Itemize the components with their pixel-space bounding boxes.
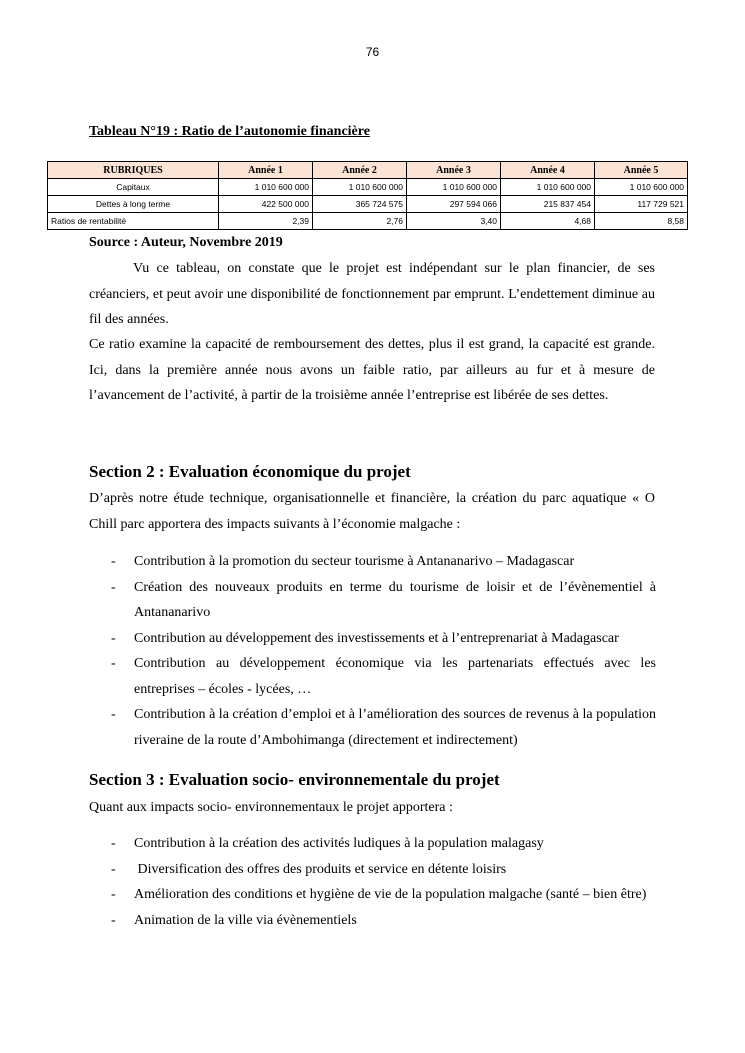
header-rubriques: RUBRIQUES [48,162,219,179]
list-item-text: Création des nouveaux produits en terme du tourisme de loisir et de l’évènementiel à Antananarivo [134,579,656,620]
table-cell: 1 010 600 000 [501,179,595,196]
bullet-dash: - [111,554,116,569]
table-row-dettes [48,196,688,213]
section-2-heading: Section 2 : Evaluation économique du projet [89,462,411,481]
table-header-row [48,162,688,179]
table-cell: 8,58 [595,213,688,230]
bullet-dash: - [111,707,116,722]
table-cell: 2,76 [313,213,407,230]
paragraph-analysis: Vu ce tableau, on constate que le projet est indépendant sur le plan financier, de ses créanciers, et peut avoir une disponibilité de fonctionnement par emprunt. L’endettement diminue au fil des années. [89,261,655,327]
section-3-intro: Quant aux impacts socio- environnementaux le projet apportera : [89,800,453,815]
financial-autonomy-table [47,161,688,230]
bullet-dash: - [111,836,116,851]
table-cell: 297 594 066 [407,196,501,213]
list-item [0,908,656,934]
list-item-text: Amélioration des conditions et hygiène de vie de la population malgache (santé – bien être) [134,887,647,902]
header-annee-1: Année 1 [219,162,313,179]
bullet-dash: - [111,656,116,671]
bullet-dash: - [111,579,116,595]
list-item-text: Diversification des offres des produits et service en détente loisirs [134,861,507,877]
table-cell: 4,68 [501,213,595,230]
table-cell: 215 837 454 [501,196,595,213]
table-cell: 117 729 521 [595,196,688,213]
header-annee-5: Année 5 [595,162,688,179]
table-source: Source : Auteur, Novembre 2019 [89,235,283,250]
list-item-text: Contribution à la création d’emploi et à l’amélioration des sources de revenus à la population riveraine de la route d’Ambohimanga (directement et indirectement) [134,707,656,748]
list-item [0,575,656,626]
row-label: Capitaux [48,179,219,196]
table-title: Tableau N°19 : Ratio de l’autonomie financière [89,124,370,139]
table-cell: 365 724 575 [313,196,407,213]
section-2-list [0,549,745,753]
header-annee-4: Année 4 [501,162,595,179]
bullet-dash: - [111,861,116,877]
table-cell: 1 010 600 000 [407,179,501,196]
section-2-intro: D’après notre étude technique, organisationnelle et financière, la création du parc aquatique « O Chill parc apportera des impacts suivants à l’économie malgache : [89,491,655,532]
list-item [0,626,656,652]
list-item-text: Contribution au développement économique via les partenariats effectués avec les entreprises – écoles - lycées, … [134,656,656,697]
table-row-capitaux [48,179,688,196]
list-item [0,857,656,883]
table-cell: 2,39 [219,213,313,230]
bullet-dash: - [111,630,116,646]
list-item-text: Contribution à la promotion du secteur tourisme à Antananarivo – Madagascar [134,554,575,569]
section-3-heading: Section 3 : Evaluation socio- environnementale du projet [89,770,500,789]
section-3-list [0,831,745,933]
list-item-text: Animation de la ville via évènementiels [134,912,357,928]
bullet-dash: - [111,912,116,928]
table-cell: 1 010 600 000 [313,179,407,196]
header-annee-2: Année 2 [313,162,407,179]
table-cell: 1 010 600 000 [219,179,313,196]
list-item [0,702,656,753]
list-item [0,882,656,908]
row-label: Dettes à long terme [48,196,219,213]
bullet-dash: - [111,887,116,902]
table-row-ratios [48,213,688,230]
list-item-text: Contribution à la création des activités ludiques à la population malagasy [134,836,544,851]
header-annee-3: Année 3 [407,162,501,179]
table-cell: 3,40 [407,213,501,230]
row-label: Ratios de rentabilité [48,213,219,230]
list-item-text: Contribution au développement des investissements et à l’entreprenariat à Madagascar [134,630,619,646]
table-cell: 422 500 000 [219,196,313,213]
table-cell: 1 010 600 000 [595,179,688,196]
paragraph-ratio: Ce ratio examine la capacité de remboursement des dettes, plus il est grand, la capacité est grande. Ici, dans la première année nous avons un faible ratio, par ailleurs au fur et à mesure de l’avancement de l’activité, à partir de la troisième année l’entreprise est libérée de ses dettes. [89,337,655,403]
list-item [0,549,656,575]
list-item [0,831,656,857]
list-item [0,651,656,702]
page-number: 76 [365,45,380,59]
